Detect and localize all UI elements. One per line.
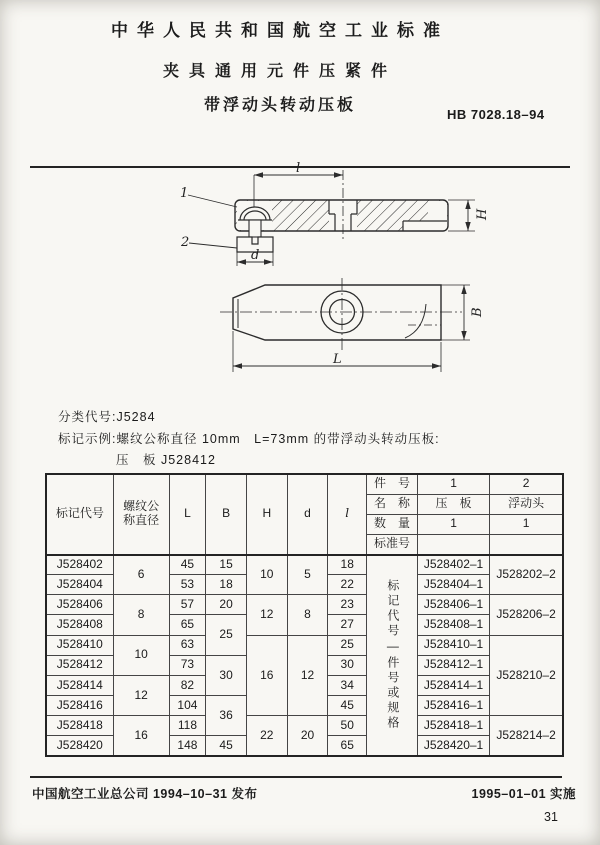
dim-L-label: L bbox=[333, 352, 342, 367]
dimension-table bbox=[45, 473, 564, 757]
callout-1-label: 1 bbox=[180, 186, 189, 201]
cell-B: 45 bbox=[206, 736, 247, 756]
document-subtitle2: 带浮动头转动压板 bbox=[203, 97, 356, 114]
page-title: 中华人民共和国航空工业标准 bbox=[111, 21, 449, 40]
header-row-item-no bbox=[46, 474, 563, 494]
row-header-name: 名 称 bbox=[367, 494, 418, 514]
cell-d: 12 bbox=[287, 635, 328, 716]
effective-date-text: 1995–01–01 实施 bbox=[471, 787, 576, 801]
cell-code: J528414 bbox=[46, 675, 113, 695]
cell-d: 8 bbox=[287, 595, 328, 635]
document-subtitle: 夹具通用元件压紧件 bbox=[162, 63, 397, 80]
cell-H: 22 bbox=[246, 716, 287, 756]
cell-dia: 8 bbox=[113, 595, 169, 635]
cell-dia: 10 bbox=[113, 635, 169, 675]
cell-part1: J528416–1 bbox=[417, 696, 489, 716]
cell-H: 16 bbox=[246, 635, 287, 716]
cell-d: 5 bbox=[287, 555, 328, 595]
cell-l: 23 bbox=[328, 595, 367, 615]
dim-B-label: B bbox=[470, 307, 485, 317]
table-row bbox=[46, 716, 563, 736]
cell-dia: 16 bbox=[113, 716, 169, 756]
cell-B: 18 bbox=[206, 575, 247, 595]
cell-part1: J528412–1 bbox=[417, 655, 489, 675]
col-header-d: d bbox=[287, 474, 328, 555]
col-header-L: L bbox=[169, 474, 206, 555]
cell-L: 104 bbox=[169, 696, 206, 716]
footer-rule bbox=[30, 776, 562, 778]
cell-l: 25 bbox=[328, 635, 367, 655]
cell-part1: J528408–1 bbox=[417, 615, 489, 635]
vertical-label: 标记代号—件号或规格 bbox=[385, 579, 400, 732]
page-number: 31 bbox=[544, 810, 558, 824]
cell-code: J528404 bbox=[46, 575, 113, 595]
part-name-2: 浮动头 bbox=[490, 494, 563, 514]
cell-B: 15 bbox=[206, 555, 247, 575]
slot-end-arc bbox=[405, 304, 426, 338]
callout-1-leader bbox=[188, 195, 237, 207]
cell-code: J528402 bbox=[46, 555, 113, 575]
table-row bbox=[46, 555, 563, 575]
cell-code: J528420 bbox=[46, 736, 113, 756]
cell-d: 20 bbox=[287, 716, 328, 756]
cell-l: 22 bbox=[328, 575, 367, 595]
end-clear bbox=[428, 201, 447, 230]
dim-H-ext bbox=[448, 200, 475, 231]
thread-dia-line1: 螺纹公 bbox=[123, 499, 160, 514]
cell-l: 65 bbox=[328, 736, 367, 756]
cell-L: 118 bbox=[169, 716, 206, 736]
dim-l-label: l bbox=[296, 162, 301, 176]
col-header-code: 标记代号 bbox=[46, 474, 113, 555]
cell-dia: 12 bbox=[113, 675, 169, 715]
col-header-thread-dia bbox=[113, 474, 169, 555]
cell-dia: 6 bbox=[113, 555, 169, 595]
top-view-drawing bbox=[200, 275, 490, 380]
cell-code: J528412 bbox=[46, 655, 113, 675]
std-no-2 bbox=[490, 534, 563, 554]
cell-code: J528410 bbox=[46, 635, 113, 655]
cell-part1: J528406–1 bbox=[417, 595, 489, 615]
cell-l: 27 bbox=[328, 615, 367, 635]
floating-head-stem bbox=[249, 220, 261, 237]
cell-l: 30 bbox=[328, 655, 367, 675]
standard-number: HB 7028.18–94 bbox=[447, 107, 545, 122]
cell-code: J528406 bbox=[46, 595, 113, 615]
cell-code: J528418 bbox=[46, 716, 113, 736]
part-name-1: 压 板 bbox=[417, 494, 489, 514]
cell-part2: J528214–2 bbox=[490, 716, 563, 756]
cell-part1: J528418–1 bbox=[417, 716, 489, 736]
cell-part2: J528202–2 bbox=[490, 555, 563, 595]
cell-part1: J528414–1 bbox=[417, 675, 489, 695]
qty-1: 1 bbox=[417, 514, 489, 534]
cell-L: 65 bbox=[169, 615, 206, 635]
marking-example-line1: 标记示例:螺纹公称直径 10mm L=73mm 的带浮动头转动压板: bbox=[58, 432, 440, 446]
cell-L: 45 bbox=[169, 555, 206, 575]
cell-code: J528408 bbox=[46, 615, 113, 635]
cell-B: 30 bbox=[206, 655, 247, 695]
cell-L: 73 bbox=[169, 655, 206, 675]
marking-example-line2: 压 板 J528412 bbox=[116, 453, 216, 467]
cell-B: 36 bbox=[206, 696, 247, 736]
table-row bbox=[46, 595, 563, 615]
cell-l: 34 bbox=[328, 675, 367, 695]
table-row bbox=[46, 635, 563, 655]
col-header-H: H bbox=[246, 474, 287, 555]
std-no-1 bbox=[417, 534, 489, 554]
row-header-std-no: 标准号 bbox=[367, 534, 418, 554]
callout-2-label: 2 bbox=[181, 235, 190, 250]
cell-B: 20 bbox=[206, 595, 247, 615]
cell-part2: J528210–2 bbox=[490, 635, 563, 716]
cell-part1: J528402–1 bbox=[417, 555, 489, 575]
dim-d-label: d bbox=[251, 248, 260, 263]
row-header-item-no: 件 号 bbox=[367, 474, 418, 494]
cell-L: 82 bbox=[169, 675, 206, 695]
cell-part1: J528420–1 bbox=[417, 736, 489, 756]
cell-H: 12 bbox=[246, 595, 287, 635]
cell-L: 63 bbox=[169, 635, 206, 655]
col-header-l: l bbox=[328, 474, 367, 555]
item-no-2: 2 bbox=[490, 474, 563, 494]
thread-dia-line2: 称直径 bbox=[123, 513, 160, 528]
item-no-1: 1 bbox=[417, 474, 489, 494]
cell-H: 10 bbox=[246, 555, 287, 595]
cell-l: 45 bbox=[328, 696, 367, 716]
row-header-qty: 数 量 bbox=[367, 514, 418, 534]
callout-2-leader bbox=[189, 243, 237, 248]
cell-B: 25 bbox=[206, 615, 247, 655]
vertical-label-cell bbox=[367, 555, 418, 756]
classification-code: 分类代号:J5284 bbox=[58, 410, 156, 424]
cell-code: J528416 bbox=[46, 696, 113, 716]
cell-part2: J528206–2 bbox=[490, 595, 563, 635]
section-view-drawing bbox=[150, 162, 495, 287]
cell-L: 148 bbox=[169, 736, 206, 756]
cell-part1: J528410–1 bbox=[417, 635, 489, 655]
cell-L: 57 bbox=[169, 595, 206, 615]
issued-by-text: 中国航空工业总公司 1994–10–31 发布 bbox=[32, 787, 258, 801]
cell-l: 18 bbox=[328, 555, 367, 575]
qty-2: 1 bbox=[490, 514, 563, 534]
dim-H-label: H bbox=[475, 208, 490, 220]
cell-L: 53 bbox=[169, 575, 206, 595]
col-header-B: B bbox=[206, 474, 247, 555]
dim-B-ext bbox=[441, 285, 470, 340]
cell-part1: J528404–1 bbox=[417, 575, 489, 595]
cell-l: 50 bbox=[328, 716, 367, 736]
